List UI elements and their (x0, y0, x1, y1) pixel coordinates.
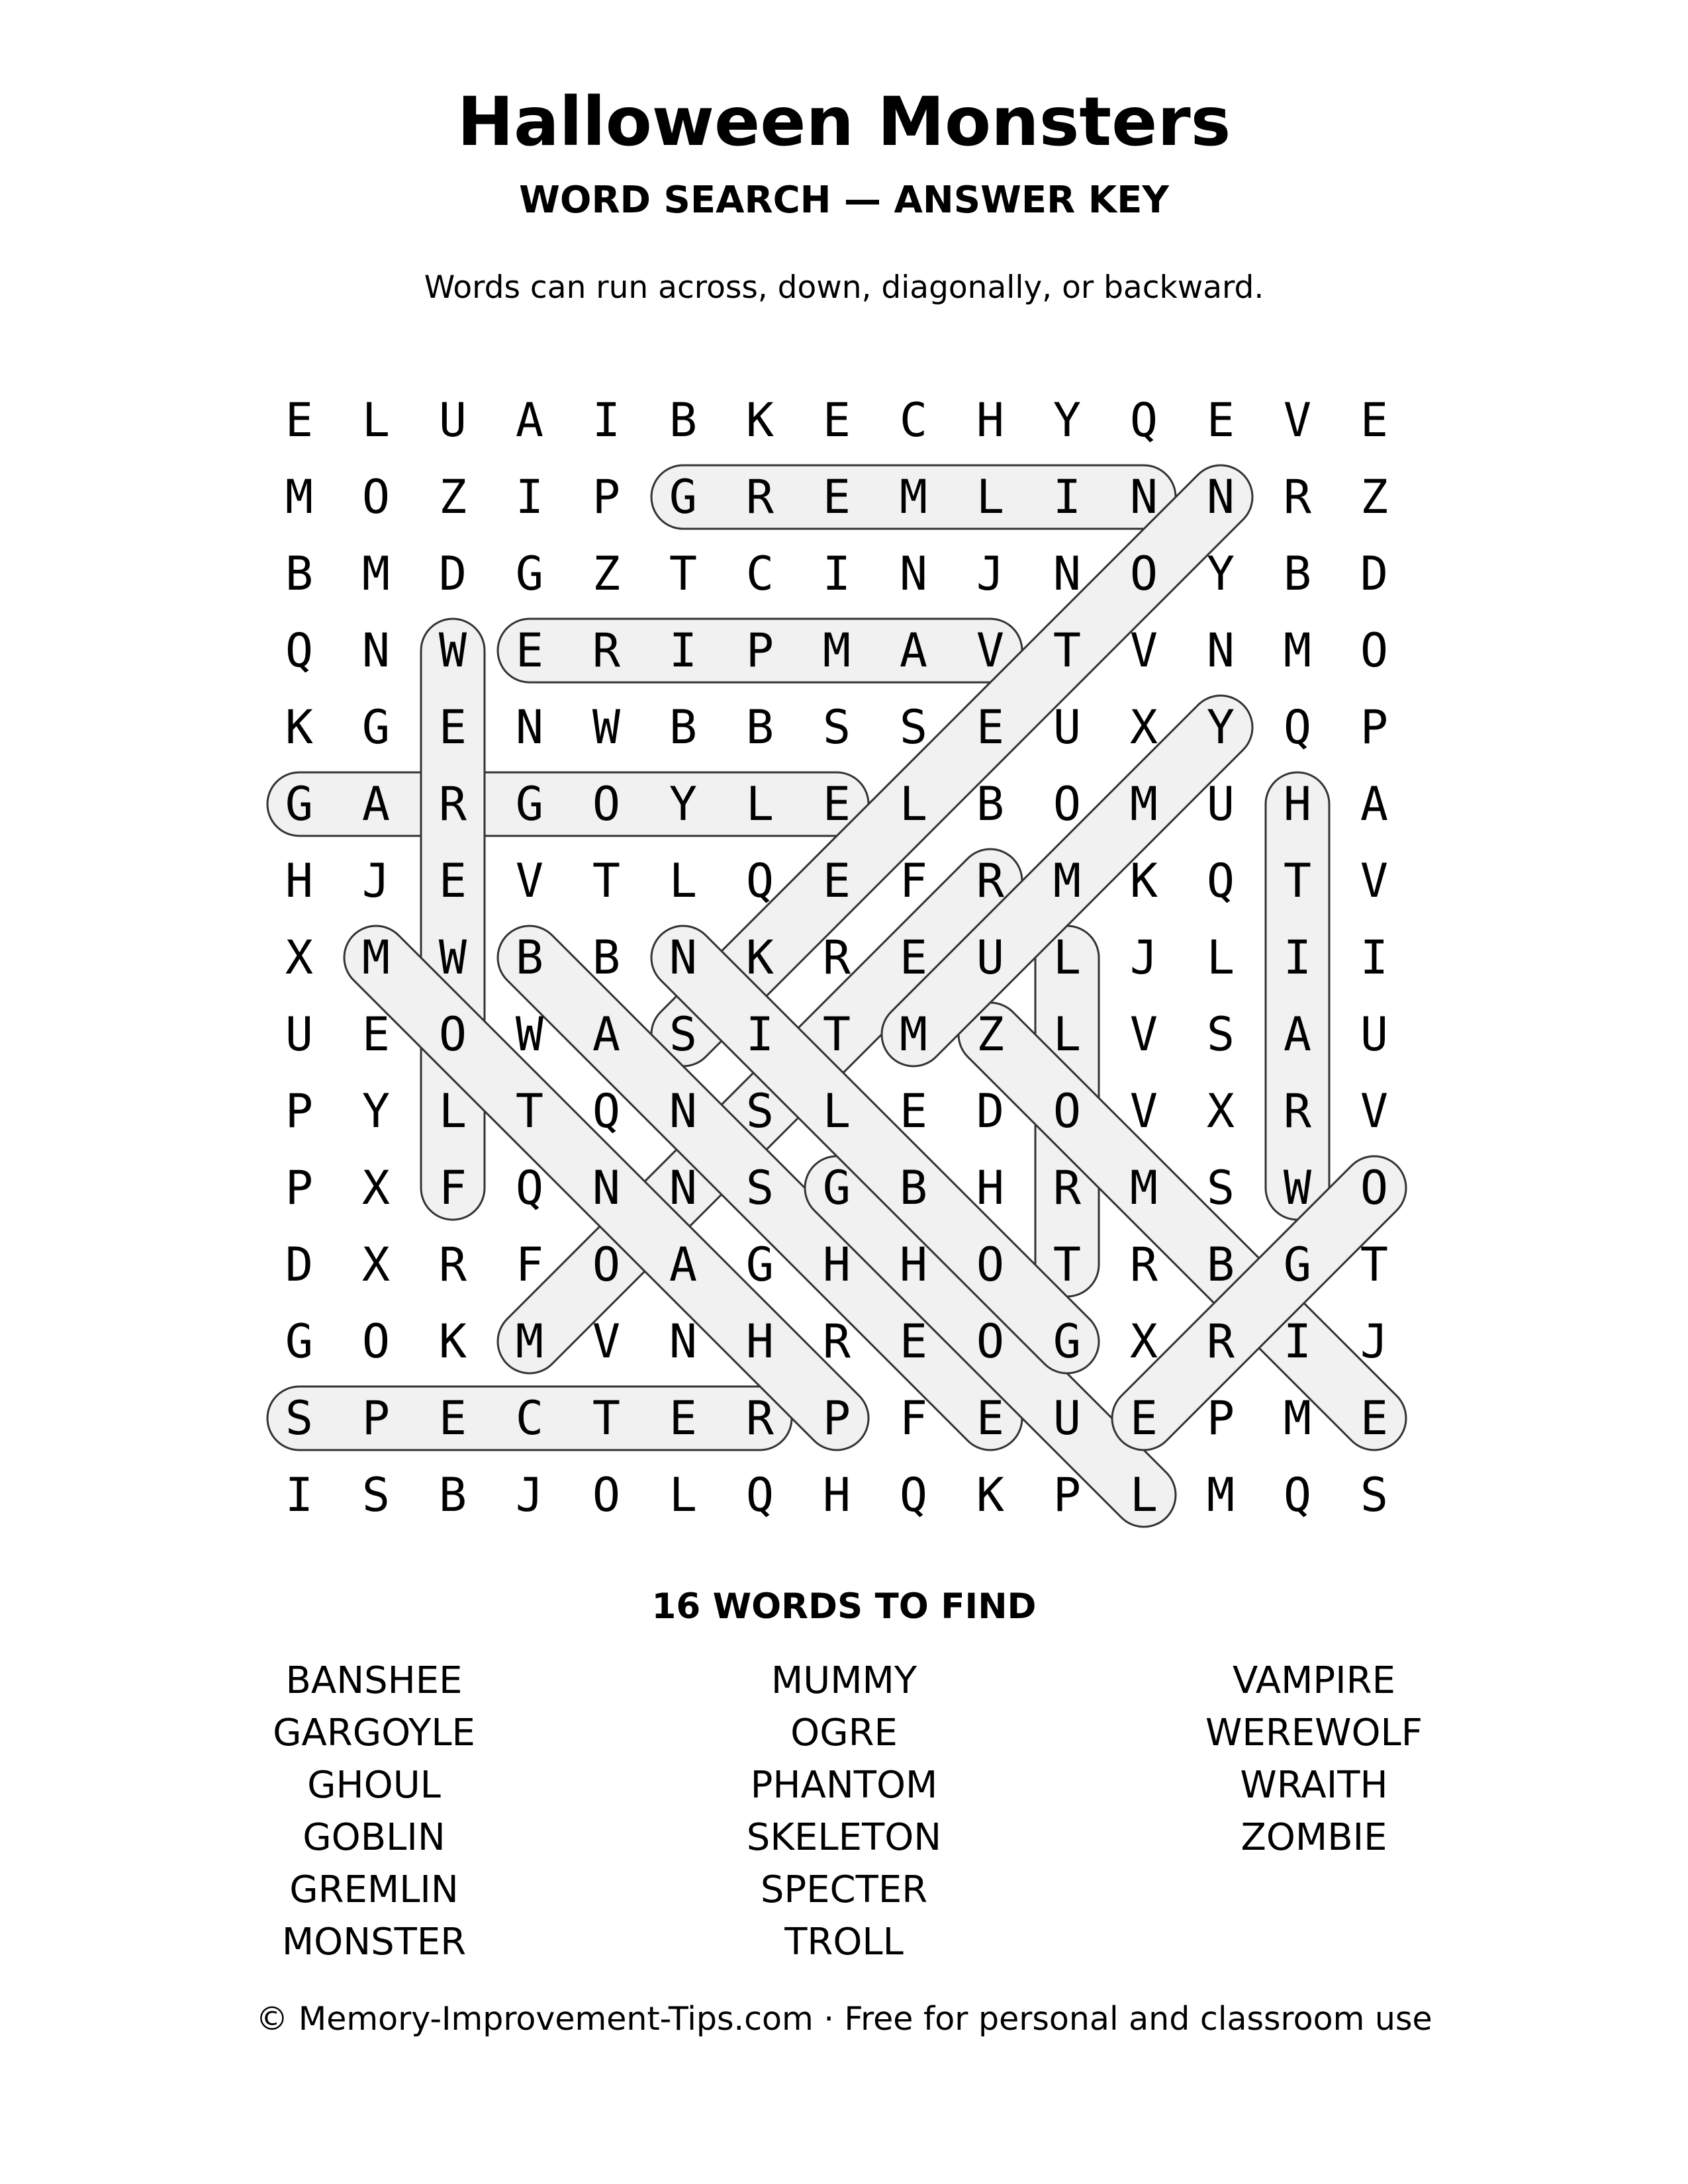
grid-cell: Y (1053, 393, 1082, 447)
grid-cell: V (592, 1314, 621, 1369)
grid-cell: U (1206, 777, 1235, 831)
grid-cell: O (976, 1238, 1005, 1292)
grid-cell: A (592, 1007, 621, 1062)
page-title: Halloween Monsters (457, 83, 1231, 161)
grid-cell: P (285, 1161, 314, 1215)
grid-cell: K (438, 1314, 467, 1369)
grid-cell: W (438, 931, 467, 985)
grid-cell: O (592, 1468, 621, 1522)
grid-cell: E (438, 700, 467, 754)
grid-cell: B (899, 1161, 928, 1215)
grid-cell: T (669, 547, 698, 601)
grid-cell: M (1053, 854, 1082, 908)
grid-cell: D (1360, 547, 1389, 601)
grid-cell: O (1360, 1161, 1389, 1215)
word-list-item: PHANTOM (750, 1764, 938, 1807)
grid-cell: D (285, 1238, 314, 1292)
grid-cell: H (822, 1238, 851, 1292)
grid-cell: B (1206, 1238, 1235, 1292)
grid-cell: W (1283, 1161, 1312, 1215)
grid-cell: B (592, 931, 621, 985)
grid-cell: G (669, 470, 698, 524)
grid-cell: B (438, 1468, 467, 1522)
grid-cell: E (438, 1391, 467, 1445)
word-list-item: VAMPIRE (1233, 1659, 1395, 1702)
grid-cell: E (976, 700, 1005, 754)
grid-cell: F (899, 854, 928, 908)
grid-cell: P (745, 623, 774, 678)
grid-cell: L (361, 393, 391, 447)
grid-cell: L (1129, 1468, 1158, 1522)
grid-cell: A (515, 393, 544, 447)
grid-cell: Q (745, 1468, 774, 1522)
grid-cell: T (1283, 854, 1312, 908)
grid-cell: C (745, 547, 774, 601)
grid-cell: E (899, 1314, 928, 1369)
word-list-column-3 (1082, 1655, 1546, 1864)
grid-cell: E (1129, 1391, 1158, 1445)
grid-cell: T (1053, 623, 1082, 678)
grid-cell: R (1283, 1084, 1312, 1138)
grid-cell: U (1053, 700, 1082, 754)
instructions-text: Words can run across, down, diagonally, or backward. (424, 269, 1264, 306)
word-list-heading: 16 WORDS TO FIND (651, 1586, 1037, 1627)
grid-cell: B (285, 547, 314, 601)
grid-cell: L (899, 777, 928, 831)
grid-cell: S (1206, 1161, 1235, 1215)
grid-cell: P (1206, 1391, 1235, 1445)
grid-cell: C (899, 393, 928, 447)
grid-cell: M (361, 547, 391, 601)
grid-cell: M (1283, 1391, 1312, 1445)
grid-cell: J (1360, 1314, 1389, 1369)
grid-cell: N (669, 1314, 698, 1369)
grid-cell: I (1283, 931, 1312, 985)
grid-cell: S (1360, 1468, 1389, 1522)
grid-cell: L (669, 854, 698, 908)
grid-cell: J (976, 547, 1005, 601)
grid-cell: O (361, 1314, 391, 1369)
grid-cell: W (515, 1007, 544, 1062)
grid-cell: L (976, 470, 1005, 524)
grid-cell: R (438, 1238, 467, 1292)
grid-cell: J (515, 1468, 544, 1522)
grid-cell: Q (515, 1161, 544, 1215)
grid-cell: B (1283, 547, 1312, 601)
grid-cell: Z (592, 547, 621, 601)
word-list-item: OGRE (790, 1711, 898, 1754)
grid-cell: T (592, 1391, 621, 1445)
grid-cell: Y (1206, 700, 1235, 754)
word-list-item: BANSHEE (285, 1659, 463, 1702)
grid-cell: Q (1129, 393, 1158, 447)
grid-cell: H (976, 393, 1005, 447)
grid-cell: H (285, 854, 314, 908)
grid-cell: T (1360, 1238, 1389, 1292)
grid-cell: R (592, 623, 621, 678)
grid-cell: E (899, 1084, 928, 1138)
grid-cell: U (976, 931, 1005, 985)
grid-cell: S (899, 700, 928, 754)
grid-cell: R (1206, 1314, 1235, 1369)
grid-cell: K (285, 700, 314, 754)
grid-cell: I (592, 393, 621, 447)
grid-cell: S (285, 1391, 314, 1445)
grid-cell: E (822, 470, 851, 524)
grid-cell: I (669, 623, 698, 678)
answer-highlight-gargoyle (267, 772, 868, 836)
grid-cell: R (745, 470, 774, 524)
grid-cell: J (361, 854, 391, 908)
grid-cell: X (361, 1238, 391, 1292)
grid-cell: M (285, 470, 314, 524)
grid-cell: T (592, 854, 621, 908)
grid-cell: I (822, 547, 851, 601)
grid-cell: Q (1283, 1468, 1312, 1522)
grid-cell: P (361, 1391, 391, 1445)
page-subtitle: WORD SEARCH — ANSWER KEY (519, 179, 1169, 222)
grid-cell: Y (669, 777, 698, 831)
grid-cell: E (822, 854, 851, 908)
grid-cell: O (1053, 1084, 1082, 1138)
grid-cell: N (515, 700, 544, 754)
grid-cell: Q (745, 854, 774, 908)
grid-cell: G (745, 1238, 774, 1292)
grid-cell: E (976, 1391, 1005, 1445)
grid-cell: X (1129, 1314, 1158, 1369)
grid-cell: N (592, 1161, 621, 1215)
grid-cell: O (1360, 623, 1389, 678)
grid-cell: O (976, 1314, 1005, 1369)
grid-cell: H (745, 1314, 774, 1369)
grid-cell: U (1053, 1391, 1082, 1445)
grid-cell: B (669, 700, 698, 754)
grid-cell: S (822, 700, 851, 754)
grid-cell: N (1053, 547, 1082, 601)
word-list-item: SKELETON (746, 1816, 942, 1859)
grid-cell: E (285, 393, 314, 447)
word-list-item: GHOUL (307, 1764, 441, 1807)
grid-cell: H (976, 1161, 1005, 1215)
footer-credit: © Memory-Improvement-Tips.com · Free for personal and classroom use (256, 2000, 1432, 2038)
grid-cell: H (899, 1238, 928, 1292)
grid-cell: R (1053, 1161, 1082, 1215)
grid-cell: N (669, 931, 698, 985)
grid-cell: X (1129, 700, 1158, 754)
grid-cell: P (1360, 700, 1389, 754)
grid-cell: Y (1206, 547, 1235, 601)
grid-cell: R (1129, 1238, 1158, 1292)
grid-cell: M (1206, 1468, 1235, 1522)
grid-cell: E (669, 1391, 698, 1445)
grid-cell: L (1053, 931, 1082, 985)
grid-cell: C (515, 1391, 544, 1445)
grid-cell: V (515, 854, 544, 908)
grid-cell: O (1129, 547, 1158, 601)
grid-cell: G (285, 1314, 314, 1369)
grid-cell: G (361, 700, 391, 754)
grid-cell: M (1129, 1161, 1158, 1215)
grid-cell: P (592, 470, 621, 524)
grid-cell: V (1129, 1007, 1158, 1062)
grid-cell: U (1360, 1007, 1389, 1062)
grid-cell: I (1053, 470, 1082, 524)
grid-cell: N (669, 1084, 698, 1138)
grid-cell: G (822, 1161, 851, 1215)
grid-cell: S (361, 1468, 391, 1522)
grid-cell: E (1206, 393, 1235, 447)
grid-cell: R (745, 1391, 774, 1445)
grid-cell: H (822, 1468, 851, 1522)
grid-cell: K (976, 1468, 1005, 1522)
answer-highlights (267, 452, 1419, 1540)
word-list-column-1 (142, 1655, 606, 1968)
grid-cell: N (361, 623, 391, 678)
grid-cell: N (1206, 623, 1235, 678)
grid-cell: G (1053, 1314, 1082, 1369)
grid-cell: W (592, 700, 621, 754)
grid-cell: N (1206, 470, 1235, 524)
grid-letters (285, 393, 1388, 1522)
grid-cell: B (515, 931, 544, 985)
word-list-item: MONSTER (281, 1921, 467, 1964)
grid-cell: Z (438, 470, 467, 524)
grid-cell: M (822, 623, 851, 678)
grid-cell: K (745, 931, 774, 985)
grid-cell: B (745, 700, 774, 754)
grid-cell: G (515, 777, 544, 831)
grid-cell: H (1283, 777, 1312, 831)
grid-cell: Q (1206, 854, 1235, 908)
grid-cell: Z (976, 1007, 1005, 1062)
grid-cell: A (1360, 777, 1389, 831)
grid-cell: B (976, 777, 1005, 831)
word-list-column-2 (612, 1655, 1076, 1968)
grid-cell: F (438, 1161, 467, 1215)
grid-cell: R (822, 931, 851, 985)
grid-cell: U (438, 393, 467, 447)
grid-cell: L (745, 777, 774, 831)
grid-cell: T (515, 1084, 544, 1138)
grid-cell: A (361, 777, 391, 831)
grid-cell: Z (1360, 470, 1389, 524)
grid-cell: X (1206, 1084, 1235, 1138)
grid-cell: G (285, 777, 314, 831)
grid-cell: I (1283, 1314, 1312, 1369)
grid-cell: V (1129, 623, 1158, 678)
grid-cell: M (361, 931, 391, 985)
word-list-item: GARGOYLE (273, 1711, 475, 1754)
grid-cell: A (899, 623, 928, 678)
grid-cell: G (1283, 1238, 1312, 1292)
grid-cell: X (361, 1161, 391, 1215)
grid-cell: I (745, 1007, 774, 1062)
grid-cell: U (285, 1007, 314, 1062)
grid-cell: N (669, 1161, 698, 1215)
grid-cell: M (899, 1007, 928, 1062)
grid-cell: L (669, 1468, 698, 1522)
grid-cell: Q (1283, 700, 1312, 754)
word-list-item: GREMLIN (289, 1868, 459, 1911)
grid-cell: L (1053, 1007, 1082, 1062)
grid-cell: Y (361, 1084, 391, 1138)
word-list-item: ZOMBIE (1241, 1816, 1387, 1859)
grid-cell: P (822, 1391, 851, 1445)
grid-cell: R (438, 777, 467, 831)
grid-cell: N (1129, 470, 1158, 524)
grid-cell: F (899, 1391, 928, 1445)
grid-cell: Q (592, 1084, 621, 1138)
grid-cell: X (285, 931, 314, 985)
grid-cell: E (515, 623, 544, 678)
grid-cell: J (1129, 931, 1158, 985)
grid-cell: O (361, 470, 391, 524)
grid-cell: K (745, 393, 774, 447)
grid-cell: Q (285, 623, 314, 678)
grid-cell: P (285, 1084, 314, 1138)
grid-cell: O (592, 777, 621, 831)
grid-cell: P (1053, 1468, 1082, 1522)
grid-cell: T (1053, 1238, 1082, 1292)
grid-cell: E (899, 931, 928, 985)
grid-cell: N (899, 547, 928, 601)
grid-cell: A (669, 1238, 698, 1292)
grid-cell: M (515, 1314, 544, 1369)
grid-cell: I (515, 470, 544, 524)
grid-cell: D (976, 1084, 1005, 1138)
grid-cell: S (669, 1007, 698, 1062)
grid-cell: E (361, 1007, 391, 1062)
grid-cell: I (1360, 931, 1389, 985)
grid-cell: M (899, 470, 928, 524)
grid-cell: L (438, 1084, 467, 1138)
word-list-item: WEREWOLF (1205, 1711, 1423, 1754)
grid-cell: S (745, 1161, 774, 1215)
grid-cell: V (1360, 854, 1389, 908)
grid-cell: B (669, 393, 698, 447)
grid-cell: S (1206, 1007, 1235, 1062)
grid-cell: L (822, 1084, 851, 1138)
grid-cell: M (1129, 777, 1158, 831)
grid-cell: G (515, 547, 544, 601)
word-list-item: MUMMY (771, 1659, 917, 1702)
grid-cell: E (1360, 1391, 1389, 1445)
word-list-item: SPECTER (760, 1868, 928, 1911)
grid-cell: A (1283, 1007, 1312, 1062)
grid-cell: Q (899, 1468, 928, 1522)
grid-cell: E (1360, 393, 1389, 447)
grid-cell: T (822, 1007, 851, 1062)
grid-cell: W (438, 623, 467, 678)
word-list-item: GOBLIN (303, 1816, 445, 1859)
word-list-item: TROLL (784, 1921, 904, 1964)
grid-cell: L (1206, 931, 1235, 985)
grid-cell: R (976, 854, 1005, 908)
grid-cell: O (438, 1007, 467, 1062)
grid-cell: V (1129, 1084, 1158, 1138)
answer-highlight-wraith (1266, 772, 1329, 1220)
word-list-item: WRAITH (1240, 1764, 1388, 1807)
grid-cell: E (822, 777, 851, 831)
grid-cell: V (976, 623, 1005, 678)
grid-cell: O (592, 1238, 621, 1292)
grid-cell: I (285, 1468, 314, 1522)
grid-cell: O (1053, 777, 1082, 831)
grid-cell: R (1283, 470, 1312, 524)
grid-cell: S (745, 1084, 774, 1138)
grid-cell: E (822, 393, 851, 447)
grid-cell: R (822, 1314, 851, 1369)
grid-cell: K (1129, 854, 1158, 908)
grid-cell: F (515, 1238, 544, 1292)
grid-cell: E (438, 854, 467, 908)
grid-cell: V (1360, 1084, 1389, 1138)
grid-cell: V (1283, 393, 1312, 447)
grid-cell: M (1283, 623, 1312, 678)
grid-cell: D (438, 547, 467, 601)
